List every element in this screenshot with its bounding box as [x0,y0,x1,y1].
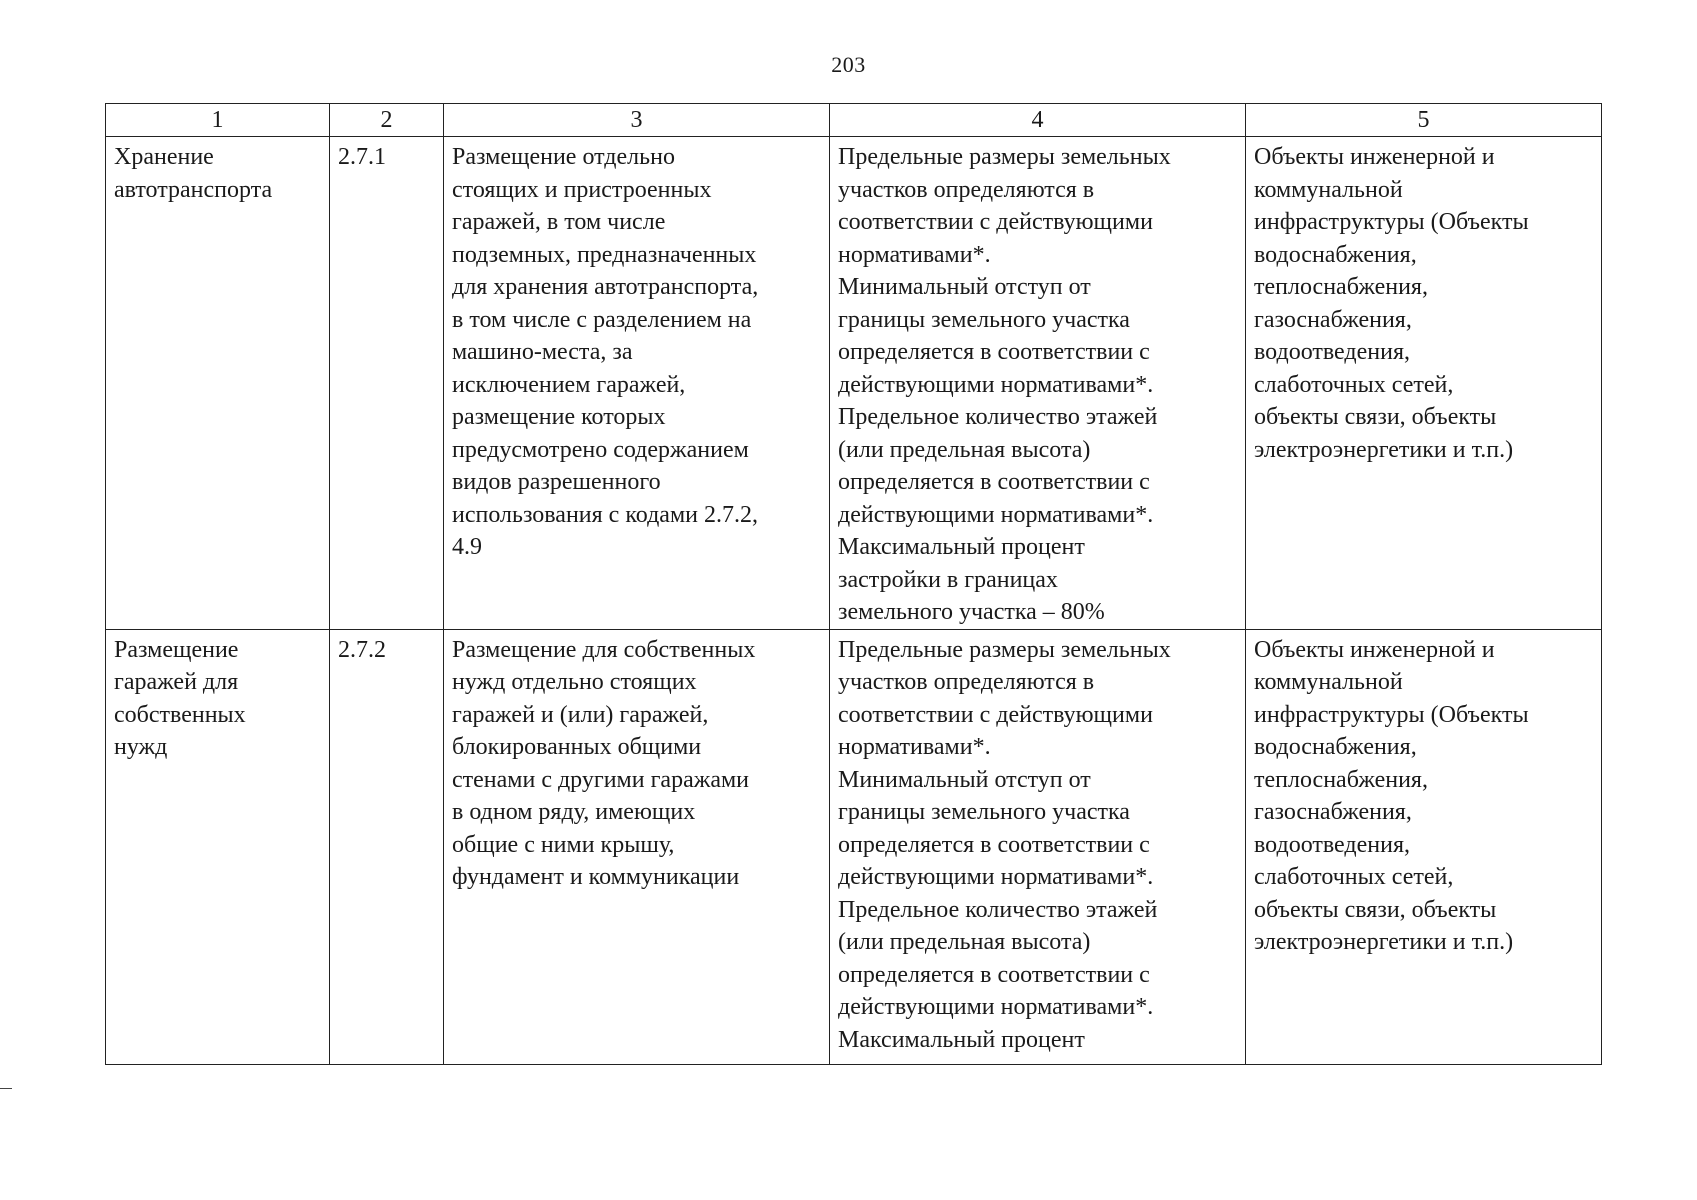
use-type-description [444,629,830,1064]
header-col-5: 5 [1246,104,1602,137]
use-type-description [444,137,830,630]
limit-parameters [830,137,1246,630]
allowed-objects [1246,629,1602,1064]
use-type-code [330,137,444,630]
cell-text: Предельные размеры земельных участков определяются в соответствии с действующими нормативами*. Минимальный отступ от границы земельного участка определяется в соответствии с действующими нормативами*. Предельное количество этажей (или предельная высота) определяется в соответствии с действующими нормативами*. Максимальный процент застройки в границах земельного участка – 80% [838,144,1171,625]
allowed-objects [1246,137,1602,630]
cell-text: Размещение гаражей для собственных нужд [114,636,246,760]
header-col-4: 4 [830,104,1246,137]
cell-text: Объекты инженерной и коммунальной инфраструктуры (Объекты водоснабжения, теплоснабжения, газоснабжения, водоотведения, слаботочных сетей, объекты связи, объекты электроэнергетики и т.п.) [1254,144,1529,463]
limit-parameters [830,629,1246,1064]
use-type-name [106,137,330,630]
cell-text: Объекты инженерной и коммунальной инфраструктуры (Объекты водоснабжения, теплоснабжения, газоснабжения, водоотведения, слаботочных сетей, объекты связи, объекты электроэнергетики и т.п.) [1254,636,1529,955]
cell-text: 2.7.1 [338,144,386,170]
table-row [106,629,1602,1064]
page-number: 203 [831,52,866,77]
cell-text: 2.7.2 [338,636,386,663]
use-type-code [330,629,444,1064]
cell-text: Хранение автотранспорта [114,144,273,203]
header-col-3: 3 [444,104,830,137]
use-type-name [106,629,330,1064]
scan-edge-mark [0,1088,12,1089]
land-use-table [105,103,1602,1065]
cell-text: Размещение отдельно стоящих и пристроенных гаражей, в том числе подземных, предназначенных для хранения автотранспорта, в том числе с разделением на машино-места, за исключением гаражей, размещение которых предусмотрено содержанием видов разрешенного использования с кодами 2.7.2, 4.9 [452,144,759,560]
cell-text: Размещение для собственных нужд отдельно стоящих гаражей и (или) гаражей, блокированных общими стенами с другими гаражами в одном ряду, имеющих общие с ними крышу, фундамент и коммуникации [452,636,756,890]
table-body [106,137,1602,1065]
table-header [106,104,1602,137]
cell-text: Предельные размеры земельных участков определяются в соответствии с действующими нормативами*. Минимальный отступ от границы земельного участка определяется в соответствии с действующими нормативами*. Предельное количество этажей (или предельная высота) определяется в соответствии с действующими нормативами*. Максимальный процент [838,636,1171,1053]
header-col-1: 1 [106,104,330,137]
header-row [106,104,1602,137]
table-row [106,137,1602,630]
header-col-2: 2 [330,104,444,137]
